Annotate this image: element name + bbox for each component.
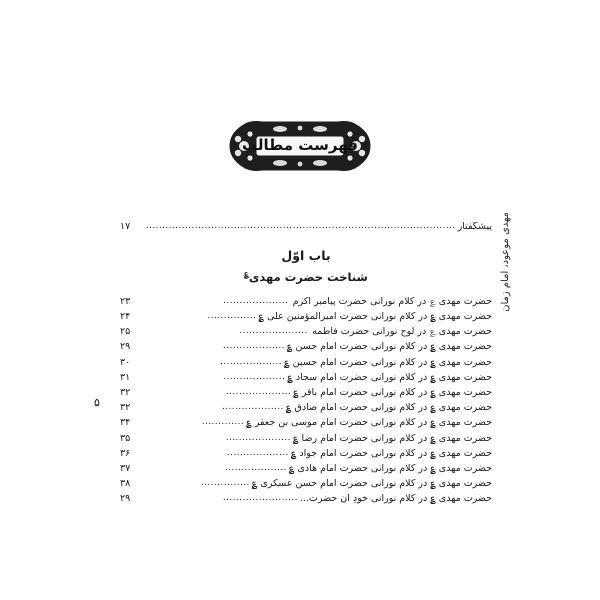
toc-leader-dots: ..................... xyxy=(239,327,308,337)
toc-entry-page: ۱۷ xyxy=(120,222,131,232)
toc-entry[interactable] xyxy=(120,449,492,459)
toc-leader-dots: ................... xyxy=(221,403,284,413)
toc-leader-dots: ....................... xyxy=(222,494,298,504)
toc-leader-dots: ................... xyxy=(222,342,285,352)
toc-entry-title: حضرت مهدی ؏ در کلام نورانی حضرت پیامبر اکرم ؐ xyxy=(290,296,492,307)
toc-entry-title: حضرت مهدی ؏ در لوح نورانی حضرت فاطمه ؐ xyxy=(309,327,492,338)
toc-leader-dots: ............... xyxy=(200,479,250,489)
toc-entry-page: ۳۰ xyxy=(120,357,131,368)
toc-entry[interactable] xyxy=(120,373,492,383)
toc-leader-dots: ............................................................................................... xyxy=(145,222,456,231)
toc-entry-title: حضرت مهدی ؏ در کلام نورانی حضرت امام صادق ؏ xyxy=(285,403,492,414)
toc-leader-dots: ............... xyxy=(207,312,257,322)
toc-entry-page: ۳۴ xyxy=(120,418,131,429)
toc-entry[interactable] xyxy=(120,358,492,368)
toc-leader-dots: .................... xyxy=(225,433,291,443)
toc-entry[interactable] xyxy=(120,494,492,504)
toc-leader-dots: ................... xyxy=(220,357,283,367)
toc-entry-page: ۲۹ xyxy=(120,494,131,505)
toc-entry[interactable] xyxy=(120,327,492,337)
toc-entry-page: ۳۲ xyxy=(120,387,131,398)
header-ornament xyxy=(0,118,600,174)
toc-entry[interactable] xyxy=(120,434,492,444)
chapter-heading: باب اوّل xyxy=(281,248,331,263)
toc-entry-title: حضرت مهدی ؏ در کلام نورانی حضرت امام جواد ؏ xyxy=(290,448,492,459)
toc-leader-dots: ................... xyxy=(226,448,289,458)
toc-entry-title: حضرت مهدی ؏ در کلام نورانی حضرت امام سجاد ؏ xyxy=(287,372,492,383)
toc-leader-dots: ................... xyxy=(224,463,287,473)
toc-entry-title: حضرت مهدی ؏ در کلام نورانی حضرت امام هادی ؏ xyxy=(288,463,492,474)
toc-entry-page: ۲۴ xyxy=(120,312,131,323)
toc-entry-page: ۳۸ xyxy=(120,479,131,490)
toc-entry[interactable] xyxy=(120,418,492,428)
toc-entry-title: پیشگفتار xyxy=(457,222,492,232)
toc-list xyxy=(120,297,492,504)
toc-entry[interactable] xyxy=(120,388,492,398)
toc-entry-page: ۳۷ xyxy=(120,463,131,474)
toc-entry-title: حضرت مهدی ؏ در کلام نورانی حضرت امیرالمؤمنین علی ؏ xyxy=(258,312,492,323)
toc-entry-page: ۳۱ xyxy=(120,372,131,383)
toc-leader-dots: .................... xyxy=(225,387,292,397)
spine-text: مهدی موعود، امام زمان xyxy=(499,212,511,312)
toc-entry[interactable] xyxy=(120,403,492,413)
honorific-icon: ؏ xyxy=(244,269,249,278)
toc-entry-page: ۲۹ xyxy=(120,342,131,353)
toc-entry[interactable] xyxy=(120,464,492,474)
toc-entry-preface[interactable] xyxy=(120,222,492,232)
toc-entry-title: حضرت مهدی ؏ در کلام نورانی حضرت امام حسن ؏ xyxy=(286,342,492,353)
toc-entry-title: حضرت مهدی ؏ در کلام نورانی حضرت امام حسن عسکری ؏ xyxy=(251,479,492,490)
toc-entry[interactable] xyxy=(120,479,492,489)
toc-leader-dots: .................... xyxy=(223,296,289,306)
toc-leader-dots: ................... xyxy=(223,372,286,382)
toc-entry-title: حضرت مهدی ؏ در کلام نورانی حضرت امام حسین ؏ xyxy=(284,357,492,368)
toc-entry[interactable] xyxy=(120,297,492,307)
toc-entry-page: ۲۳ xyxy=(120,296,131,307)
toc-entry-page: ۲۵ xyxy=(120,327,131,338)
folio-page-number: ۵ xyxy=(94,396,100,409)
toc-leader-dots: ............. xyxy=(201,418,245,428)
chapter-subheading-text: شناخت حضرت مهدی xyxy=(248,269,368,284)
toc-entry-page: ۳۵ xyxy=(120,433,131,444)
ornament-frame xyxy=(220,118,380,174)
toc-entry[interactable] xyxy=(120,342,492,352)
toc-entry-page: ۳۲ xyxy=(120,403,131,414)
toc-entry[interactable] xyxy=(120,312,492,322)
toc-content xyxy=(120,222,492,509)
toc-entry-page: ۳۶ xyxy=(120,448,131,459)
toc-entry-title: حضرت مهدی ؏ در کلام نورانی حضرت امام باقر ؏ xyxy=(293,387,492,398)
chapter-subheading xyxy=(120,269,492,284)
toc-entry-title: حضرت مهدی ؏ در کلام نورانی حضرت امام رضا ؏ xyxy=(292,433,492,444)
spine-label xyxy=(492,212,518,322)
toc-entry-title: حضرت مهدی ؏ در کلام نورانی خودِ آن حضرت... xyxy=(299,494,492,505)
page-title: فهرست مطالب xyxy=(242,136,358,154)
toc-entry-title: حضرت مهدی ؏ در کلام نورانی حضرت امام موسی بن جعفر ؏ xyxy=(246,418,492,429)
